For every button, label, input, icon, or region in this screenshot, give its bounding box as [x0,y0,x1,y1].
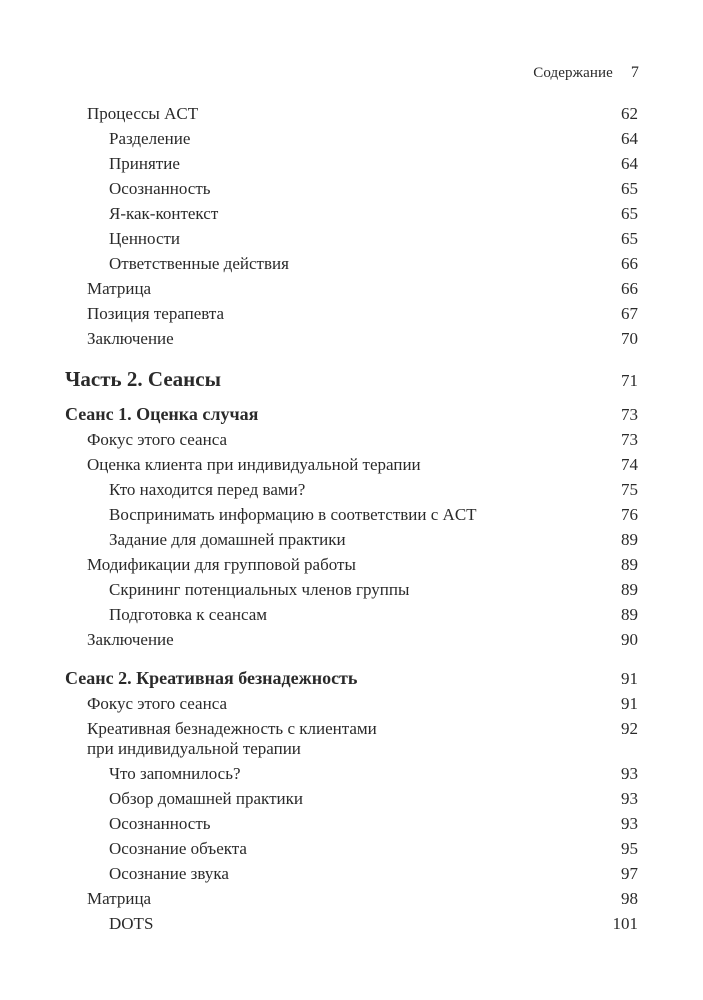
toc-entry [65,329,638,349]
toc-entry-page: 93 [621,764,638,783]
toc-entry-page: 89 [621,530,638,549]
toc-entry [65,889,638,909]
toc-entry-page: 74 [621,455,638,474]
toc-entry-page: 70 [621,329,638,348]
toc-entry-page: 75 [621,480,638,499]
toc-entry [65,505,638,525]
toc-entry-page: 89 [621,605,638,624]
toc-entry [65,605,638,625]
toc-entry-title-line1: Креативная безнадежность с клиентами [87,719,377,738]
toc-entry-title: Осознание объекта [109,839,247,858]
toc-entry [65,864,638,884]
toc-entry-title: Кто находится перед вами? [109,480,306,499]
toc-entry-title [65,719,377,759]
toc-entry-title: Фокус этого сеанса [87,694,227,713]
toc-entry-page: 91 [621,694,638,713]
toc-entry-title: Заключение [87,630,174,649]
toc-entry-page: 73 [621,430,638,449]
toc-entry-page: 90 [621,630,638,649]
toc-entry-page: 71 [621,371,638,390]
running-head-section: Содержание [533,65,613,81]
toc-entry-page: 92 [621,719,638,738]
page-number: 7 [630,64,639,81]
toc-entry-page: 73 [621,405,638,424]
toc-entry-page: 97 [621,864,638,883]
toc-entry-page: 93 [621,789,638,808]
toc-entry-page: 65 [621,229,638,248]
toc-entry [65,254,638,274]
toc-entry [65,154,638,174]
toc-entry-page: 64 [621,154,638,173]
toc-entry-page: 89 [621,555,638,574]
toc-entry-page: 62 [621,104,638,123]
toc-entry [65,129,638,149]
toc-entry-title: Матрица [87,279,152,298]
toc-entry-title: Ответственные действия [109,254,289,273]
toc-entry [65,580,638,600]
toc-entry-title: Процессы ACT [87,104,199,123]
toc-entry-title-line2: при индивидуальной терапии [87,739,301,758]
toc-entry-title: Заключение [87,329,174,348]
toc-entry-title: Часть 2. Сеансы [65,367,221,391]
toc-entry-title: Воспринимать информацию в соответствии с ACT [109,505,477,524]
toc-entry [65,914,638,934]
toc-entry-title: Задание для домашней практики [109,530,346,549]
toc-entry-page: 91 [621,669,638,688]
toc-entry-title: Осознанность [109,179,211,198]
toc-session-heading [65,404,638,425]
toc-entry [65,304,638,324]
toc-entry-page: 66 [621,279,638,298]
toc-entry-title: Я-как-контекст [109,204,219,223]
toc-entry-page: 66 [621,254,638,273]
toc-entry-title: Позиция терапевта [87,304,225,323]
toc-entry-page: 93 [621,814,638,833]
toc-entry-title: Принятие [109,154,180,173]
toc-entry [65,480,638,500]
toc-entry [65,555,638,575]
toc-entry-page: 101 [612,914,638,933]
toc-entry [65,204,638,224]
toc-entry [65,839,638,859]
toc-entry-page: 76 [621,505,638,524]
toc-entry-title: Оценка клиента при индивидуальной терапии [87,455,421,474]
toc-entry [65,719,638,759]
toc-entry-title: Разделение [109,129,191,148]
toc-entry-page: 89 [621,580,638,599]
toc-entry-title: Модификации для групповой работы [87,555,356,574]
toc-entry [65,104,638,124]
toc-session-heading [65,668,638,689]
toc-entry [65,630,638,650]
toc-entry-title: Сеанс 1. Оценка случая [65,404,259,424]
running-head [533,64,639,82]
toc-entry-title: Матрица [87,889,152,908]
toc-entry [65,179,638,199]
toc-entry [65,279,638,299]
toc-entry-title: Подготовка к сеансам [109,605,268,624]
toc-entry-title: Обзор домашней практики [109,789,303,808]
toc-entry-page: 95 [621,839,638,858]
toc-entry-title: Осознанность [109,814,211,833]
toc-entry-page: 98 [621,889,638,908]
toc-entry-page: 67 [621,304,638,323]
toc-entry [65,455,638,475]
toc-entry [65,430,638,450]
toc-entry-page: 65 [621,179,638,198]
toc-entry [65,764,638,784]
toc-entry [65,789,638,809]
toc-entry [65,229,638,249]
toc-entry-title: DOTS [109,914,154,933]
toc-entry-title: Осознание звука [109,864,229,883]
toc-entry-page: 64 [621,129,638,148]
toc-entry-title: Сеанс 2. Креативная безнадежность [65,668,358,688]
toc-entry-title: Фокус этого сеанса [87,430,227,449]
toc-entry-title: Скрининг потенциальных членов группы [109,580,410,599]
toc-entry-page: 65 [621,204,638,223]
toc-entry [65,530,638,550]
toc-part-heading [65,367,638,393]
toc-entry [65,814,638,834]
toc-entry-title: Что запомнилось? [109,764,241,783]
toc-entry-title: Ценности [109,229,181,248]
toc-entry [65,694,638,714]
